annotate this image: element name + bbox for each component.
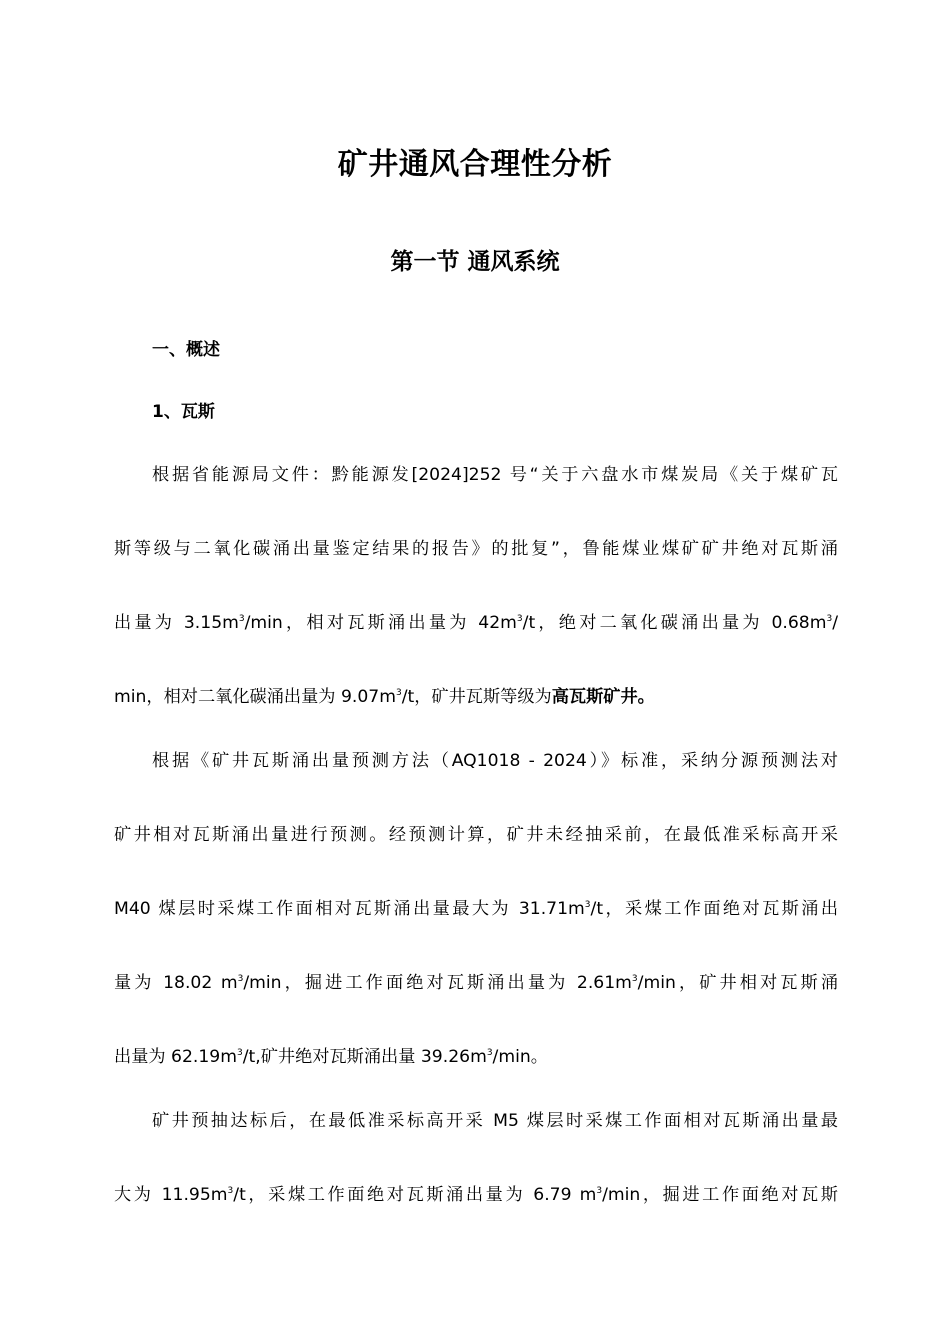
paragraph-line: min，相对二氧化碳涌出量为 $9.07m^3/t$，矿井瓦斯等级为高瓦斯矿井。 bbox=[114, 687, 655, 707]
paragraph-line: 矿井相对瓦斯涌出量进行预测。经预测计算，矿井未经抽采前，在最低准采标高开采 bbox=[114, 825, 838, 845]
paragraph-line: M40 煤层时采煤工作面相对瓦斯涌出量最大为 $31.71m^3/t$，采煤工作面绝对瓦斯涌出 bbox=[114, 899, 839, 919]
paragraph-line: 根据《矿井瓦斯涌出量预测方法（AQ1018 - 2024）》标准，采纳分源预测法对 bbox=[152, 751, 838, 771]
document-title: 矿井通风合理性分析 bbox=[337, 147, 613, 182]
paragraph-gas-after-drainage bbox=[114, 1084, 838, 1232]
paragraph-line: 矿井预抽达标后，在最低准采标高开采 M5 煤层时采煤工作面相对瓦斯涌出量最 bbox=[152, 1111, 838, 1131]
section-title: 第一节 通风系统 bbox=[390, 249, 560, 275]
paragraph-line: 大为 $11.95m^3/t$，采煤工作面绝对瓦斯涌出量为 6.79 $m^3/\min$，掘进工作面绝对瓦斯 bbox=[114, 1185, 838, 1205]
paragraph-gas-level bbox=[114, 438, 838, 734]
paragraph-line: 斯等级与二氧化碳涌出量鉴定结果的报告》的批复”，鲁能煤业煤矿矿井绝对瓦斯涌 bbox=[114, 539, 838, 559]
paragraph-line: 量为 18.02 $m^3/\min$，掘进工作面绝对瓦斯涌出量为 $2.61m^3/\min$，矿井相对瓦斯涌 bbox=[114, 973, 839, 993]
paragraph-line: 根据省能源局文件：黔能源发[2024]252 号“关于六盘水市煤炭局《关于煤矿瓦 bbox=[152, 465, 838, 485]
heading-gas: 1、瓦斯 bbox=[152, 402, 215, 422]
paragraph-gas-prediction bbox=[114, 724, 838, 1094]
paragraph-line: 出量为 $3.15m^3/\min$，相对瓦斯涌出量为 $42m^3/t$，绝对二氧化碳涌出量为 $0.68m^3/$ bbox=[114, 613, 838, 633]
heading-overview: 一、概述 bbox=[152, 340, 220, 360]
emphasis-text: 高瓦斯矿井。 bbox=[551, 687, 655, 707]
paragraph-line: 出量为 $62.19m^3/t$,矿井绝对瓦斯涌出量 $39.26m^3/\min$。 bbox=[114, 1047, 548, 1067]
